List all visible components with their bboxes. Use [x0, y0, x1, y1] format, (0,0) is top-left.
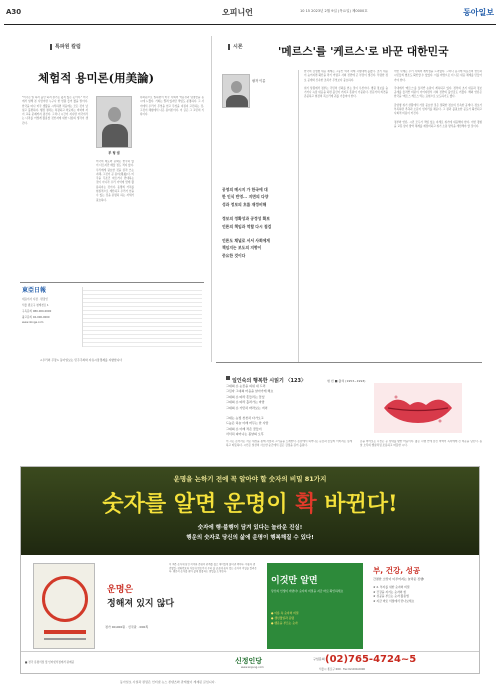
- masthead-staff-list: [82, 287, 202, 347]
- col2-paragraph: 감염병 위기 상황에서 가장 중요한 것은 정확한 정보의 신속한 공개다. 정보가 부족하면 추측과 소문이 빈자리를 채운다. 그 결과 불필요한 공포가 확산되고 사회적 비용이 커진다.: [394, 103, 482, 116]
- col3-paragraph: 위기 상황에서 정부는 국민의 신뢰를 얻는 것이 우선이다. 병원 정보를 숨기거나 늑장 대응을 하면 불신이 커지고 혼란이 가중된다. 전문가의 의견을 존중하고 현장의 목소리에 귀를 기울여야 한다.: [304, 86, 388, 99]
- columnist-face: [231, 81, 242, 93]
- col2-paragraph: 정부와 언론, 시민 모두가 책임 있는 자세로 위기에 대응해야 한다. 이번 경험을 교훈 삼아 방역 체계를 재정비하고 위기 소통 방식을 개선해야 할 것이다.: [394, 120, 482, 128]
- pull-quote-line: 공영의 메시지 가 한국에 대: [222, 187, 268, 192]
- label-bar: [228, 44, 230, 50]
- col2-paragraph: 국내에서 '메르스'를 둘러싼 논란이 계속되고 있다. 정부의 초기 대응과 정보 공개를 둘러싼 비판이 이어지면서 사회 전반의 불안감도 커졌다. 해외 언론은 한국을 '메르스 케르스'라는 표현으로 보도하기도 했다.: [394, 86, 482, 99]
- pull-quote-line: 책임지는 보도의 지향이: [222, 245, 262, 251]
- poem-line: 그대의 손 따라 흘러가는 바람: [226, 400, 265, 405]
- header-rule: [4, 24, 496, 25]
- newspaper-brand: 동아일보: [463, 8, 494, 17]
- phone-label: 구입문의: [313, 657, 325, 661]
- col3-body-right: [394, 70, 482, 360]
- pull-quote-line: 한 인식 반영... 지면의 다양: [222, 194, 269, 200]
- page-footer-note: 동아일보 사설과 칼럼은 인터넷 뉴스 콘텐츠와 관계없이 게재된 글입니다.: [120, 680, 216, 684]
- col3-headline: '메르스'를 '케르스'로 바꾼 대한민국: [278, 45, 449, 58]
- ad-subtitle: 행운의 숫자로 당신의 삶에 운명이 행복해질 수 있다!: [186, 535, 314, 541]
- masthead-line: 구독문의 080-000-0000: [22, 310, 52, 313]
- author-body: [102, 124, 128, 148]
- masthead-line: 서울 종로구 청계천로 1: [22, 304, 49, 307]
- masthead-line: www.donga.com: [22, 321, 44, 324]
- pull-quote-line: [222, 208, 292, 215]
- book-cover-emblem: [42, 576, 88, 622]
- col1-paragraph: 특파원으로 일하면서 미국 사회의 역동성과 냉정함을 동시에 느꼈다. 기회는 열려 있지만 책임도 분명하다. 그 사이에서 우리가 무엇을 얻고 무엇을 지킬지 고민하는 것, 그것이 체험에서 나온 용미론이다. 이 글은 그 고민의 기록이다.: [140, 96, 204, 117]
- order-phone-number[interactable]: (02)765-4724~5: [325, 654, 417, 665]
- publisher-url[interactable]: www.sinjung.com: [241, 666, 264, 669]
- col1-paragraph: "미국은 일 하러 올만 하지 살기는 쉽지 않은 곳이다." 미국에서 일해 본 사람이면 누구나 한 번쯤 들어 봤을 말이다. 한국을 떠나 미국 생활을 시작하면 처음에는 모든 것이 낯설고 불편하다. 행정 절차는 복잡하고 의료비는 비싸며 자녀 교육 문제까지 겹친다. 그러나 시간이 지나면 미국이라는 나라를 어떻게 활용할 것인지에 대한 나름의 생각이 생긴다.: [22, 96, 88, 125]
- author-photo: [96, 96, 132, 148]
- publisher-address: 서울시 종로구 000 · Fax 02-000-0000: [319, 668, 366, 671]
- poem-commentary: 손을 바라보는 시선은 곧 상대를 향한 마음이다. 짧은 시행 안에 담긴 여백이 독자에게 긴 여운을 남긴다. 봄날 오후의 햇살처럼 조용하고 따뜻한 시다.: [360, 440, 482, 448]
- poem-commentary: 이 시는 손이라는 작은 대상을 통해 사랑과 그리움을 노래한다. 손끝에서 피어나는 눈꽃과 꽃잎의 이미지는 섬세하고 따뜻하다. 시인은 일상의 사소한 순간에서 깊은 감정을 길어 올린다.: [226, 440, 352, 448]
- editorial-note: <우리의 주장> 동아일보는 민주주의와 자유시장경제를 지향합니다: [40, 358, 123, 362]
- author-face: [108, 107, 121, 122]
- book-cover-band: [44, 630, 86, 634]
- book-cover-image: [33, 563, 95, 649]
- poem-line: 드높은 하늘 아래 머무는 한 사람: [226, 421, 269, 426]
- pull-quote-line: 언론의 책임과 역할 다시 점검: [222, 223, 272, 229]
- section-divider: [216, 362, 482, 363]
- column-label: [50, 43, 81, 50]
- col3-paragraph: 이번 사태는 우리 사회의 취약점을 드러냈다. 그러나 동시에 의료진의 헌신과 시민들의 협조도 확인할 수 있었다. 이를 바탕으로 더 나은 대응 체계를 만들어 가야 한다.: [394, 70, 482, 82]
- ad-side-panel: [371, 563, 475, 649]
- ad-subtitle: 숫자에 행·불행이 담겨 있다는 놀라운 진실!: [197, 525, 303, 531]
- ad-feature-list: [271, 611, 359, 626]
- column-label-text: 특파원 칼럼: [55, 44, 81, 50]
- poem-text: [226, 384, 366, 438]
- column-divider: [211, 36, 212, 362]
- ad-side-item: ★ 성공을 부르는 숫자 활용법: [373, 594, 409, 599]
- ad-feature-box: [267, 563, 363, 649]
- poem-line: 그대의 손 따라 흔들리는 꽃잎: [226, 394, 265, 399]
- pull-quote-line: 성과 정보의 흐름 재정비해: [222, 201, 267, 207]
- masthead-line: 광고문의 02-000-0000: [22, 316, 50, 319]
- ad-side-item: ★ 지금 바로 서점에서 만나보세요: [373, 598, 415, 603]
- poem-header: [226, 367, 470, 384]
- ad-side-subtitle: 간절한 소망이 이루어지는 놀라운 진행!: [373, 577, 425, 581]
- column-label: [228, 43, 243, 50]
- column-label-text: 시론: [233, 44, 243, 50]
- page-number: A30: [6, 8, 22, 16]
- author-caption: 부 형 권: [108, 151, 120, 155]
- poem-line: 그림자 그대의 마음을 날아가게 해요: [226, 389, 274, 394]
- ad-footer: [21, 651, 479, 673]
- poem-line: 그대는 눈빛 천천히 다가오고: [226, 416, 264, 421]
- publisher-name: 신정인당: [235, 657, 263, 665]
- ad-slogan-part: 바뀐다!: [316, 491, 398, 517]
- ad-main-slogan: [21, 487, 479, 518]
- columnist-body: [226, 95, 248, 108]
- pull-quote-line: 언론도 채널로 서서 사회에게: [222, 238, 270, 244]
- col3-body-left: [304, 70, 388, 360]
- ad-side-list: [373, 585, 473, 603]
- ad-body-copy: 이 책은 숫자에 담긴 의미와 운명의 관계를 쉽고 재미있게 풀어낸 책이다. 이름과 생년월일, 전화번호와 자동차 번호까지 우리 삶 곳곳에 숨어 있는 숫자의 비밀을 알려준다. 행운의 숫자를 찾아 삶에 활용하는 방법을 소개한다.: [169, 563, 257, 574]
- col1-body-mid: [96, 160, 134, 278]
- ad-feature-subtitle: 당신의 인생이 바뀐다! 숫자의 비밀을 지금 바로 확인하세요: [271, 589, 344, 593]
- ad-side-item: ★ 2. 부자를 위한 숫자의 비밀: [373, 585, 410, 589]
- book-title: 운명은: [107, 585, 134, 595]
- col1-body-left: [22, 96, 88, 278]
- ad-availability-note: ■ 전국 유명서점 및 인터넷서점에서 판매중: [25, 661, 75, 664]
- ad-tagline: 운명을 논하기 전에 꼭 알아야 할 숫자의 비밀 81가지: [173, 475, 327, 483]
- ad-side-title: 부, 건강, 성공: [373, 566, 421, 575]
- book-advertisement[interactable]: [20, 466, 480, 674]
- columnist-caption: 필자 이름: [252, 79, 266, 83]
- poem-line: 서서히 피어나는 봄날의 오후: [226, 432, 264, 437]
- columnist-photo: [222, 74, 250, 108]
- issue-date: 10 15 2023년 2월 9일 (목요일) 제0000호: [300, 9, 368, 13]
- ad-feature-item: ● 행운을 부르는 숫자: [271, 621, 298, 625]
- poem-line: 그대의 손 아래 작은 꽃들이: [226, 426, 262, 431]
- page-header: [0, 0, 500, 30]
- poem-commentary-right: [360, 440, 482, 462]
- section-title: 오피니언: [222, 8, 253, 17]
- poem-line: 그대의 손 눈꽃을 피워 내 드리: [226, 384, 266, 388]
- ad-feature-title: 이것만 알면: [271, 576, 318, 586]
- ad-feature-item: ● 이름 속 숫자의 비밀: [271, 611, 299, 615]
- book-info: 정가 00,000원 · 신국판 · 000쪽: [105, 625, 149, 629]
- ad-side-item: ★ 건강을 지키는 숫자의 힘: [373, 589, 407, 594]
- poem-meta: 현 빈 ■ 출처 (1953~1993): [327, 379, 366, 383]
- col3-paragraph: 한국의 감염병 대응 체계는 그동안 여러 차례 시험대에 올랐다. 초기 대응이 늦어지면 확산을 막기 어렵고 사회 전반에 큰 부담이 생긴다. 투명한 정보 공개와 신속한 조치가 무엇보다 중요하다.: [304, 70, 388, 82]
- ad-slogan-highlight: 확: [295, 491, 317, 517]
- ad-feature-item: ● 생년월일과 운명: [271, 616, 295, 620]
- pull-quote-line: 중요한 것이다: [222, 252, 246, 258]
- masthead-line: 대표이사 사장 · 편집인: [22, 298, 48, 301]
- col1-paragraph: 미국의 제도와 문화는 한국과 많이 다르지만 배울 점도 적지 않다. 우리에게 필요한 것을 골라 쓰는 지혜, 그것이 곧 용미(用美)다. 미국을 무조건 따르거나 반대하는 것이 아니라 우리 이익에 맞게 활용하자는 것이다. 동맹의 가치를 현실적으로 계산하고 우리가 얻을 수 있는 것을 분명히 하는 자세가 필요하다.: [96, 160, 134, 202]
- poem-bullet: [226, 376, 230, 380]
- newspaper-masthead: [20, 282, 204, 354]
- pull-quote-line: 정보의 정확성과 공정성 확보: [222, 216, 270, 222]
- col1-body-right: [140, 96, 204, 278]
- poem-title: 일인숙의 행복한 시읽기 〈123〉: [232, 378, 306, 384]
- ad-banner: [21, 467, 479, 555]
- label-bar: [50, 44, 52, 50]
- lips-illustration: [374, 383, 462, 433]
- pull-quote: [222, 186, 292, 259]
- pull-quote-line: [222, 230, 292, 237]
- column-divider: [298, 70, 299, 362]
- book-cover-line: [44, 638, 86, 640]
- poem-commentary-left: [226, 440, 352, 462]
- poem-line: 그대의 손 가만히 바라보는 저녁: [226, 405, 268, 410]
- ad-slogan-part: 숫자를 알면 운명이: [102, 491, 296, 517]
- poem-illustration: [374, 383, 462, 433]
- masthead-logo: 東亞日報: [22, 287, 47, 294]
- col1-headline: 체험적 용미론(用美論): [38, 71, 155, 85]
- book-title-line2: 정해져 있지 않다: [107, 599, 175, 609]
